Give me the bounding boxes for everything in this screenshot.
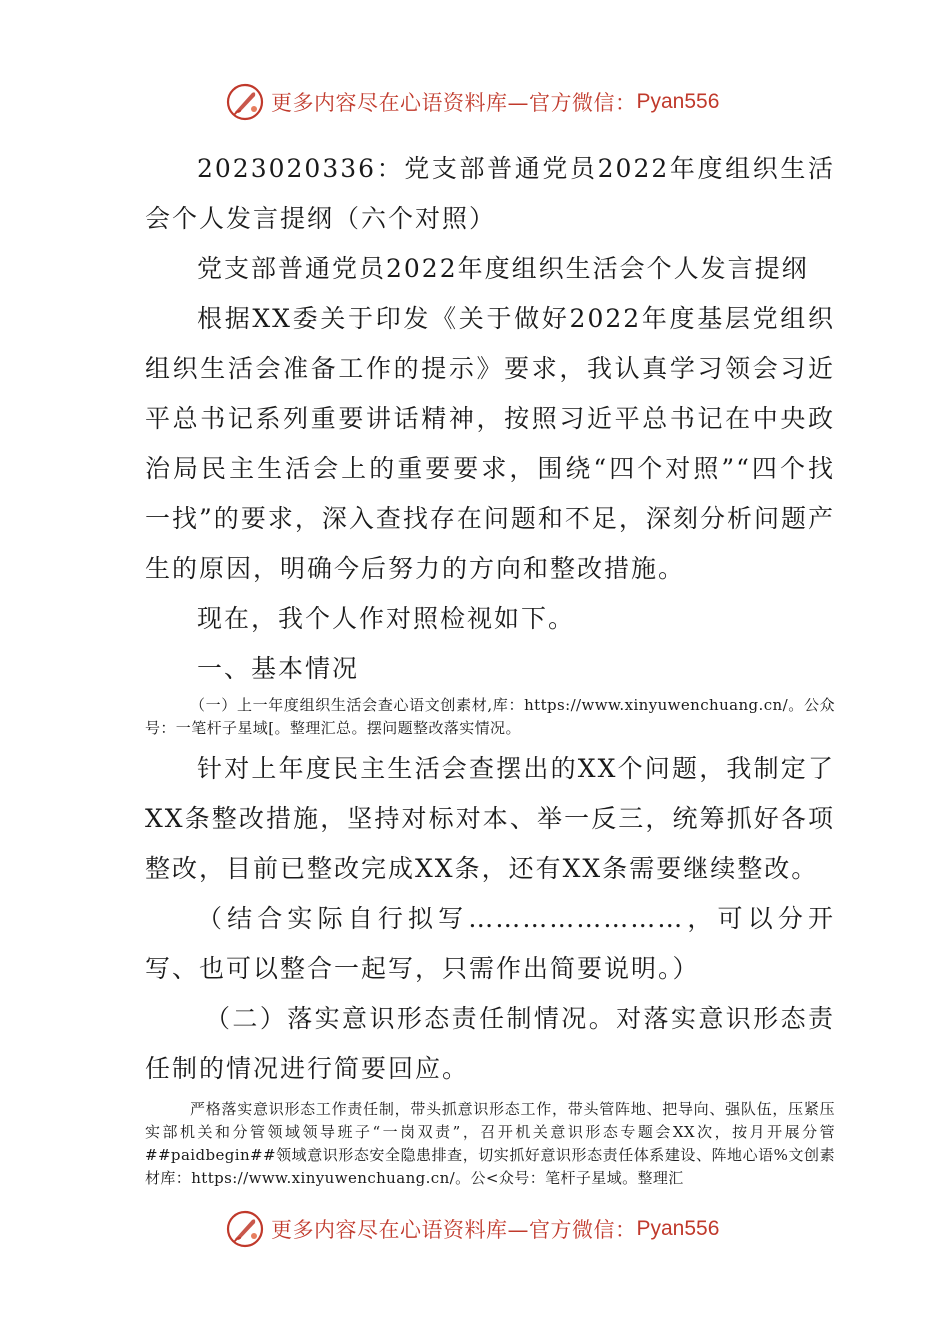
footer-banner: [225, 1207, 719, 1251]
item1-hint: （结合实际自行拟写……………………，可以分开写、也可以整合一起写，只需作出简要说明。）: [145, 904, 835, 983]
intro-paragraph: 根据XX委关于印发《关于做好2022年度基层党组织组织生活会准备工作的提示》要求，我认真学习领会习近平总书记系列重要讲话精神，按照习近平总书记在中央政治局民主生活会上的重要要求，围绕“四个对照”“四个找一找”的要求，深入查找存在问题和不足，深刻分析问题产生的原因，明确今后努力的方向和整改措施。: [145, 304, 835, 583]
header-banner-text: 更多内容尽在心语资料库—官方微信：: [271, 91, 637, 115]
item2-heading: （二）落实意识形态责任制情况。对落实意识形态责任制的情况进行简要回应。: [145, 1004, 835, 1083]
header-banner: [225, 80, 719, 124]
lead-paragraph: 现在，我个人作对照检视如下。: [197, 604, 576, 633]
footer-banner-text: 更多内容尽在心语资料库—官方微信：: [271, 1218, 637, 1242]
document-title: 2023020336：党支部普通党员2022年度组织生活会个人发言提纲（六个对照）: [145, 154, 835, 233]
quill-logo-icon: [225, 1209, 265, 1249]
quill-logo-icon: [225, 82, 265, 122]
item2-body: 严格落实意识形态工作责任制，带头抓意识形态工作，带头管阵地、把导向、强队伍，压紧压实部机关和分管领域领导班子“一岗双责”，召开机关意识形态专题会XX次，按月开展分管##paidbegin##领域意识形态安全隐患排查，切实抓好意识形态责任体系建设、阵地心语%文创素材库：https://www.xinyuwenchuang.cn/。公<众号：笔杆子星域。整理汇: [145, 1100, 835, 1187]
item1-body: 针对上年度民主生活会查摆出的XX个问题，我制定了XX条整改措施，坚持对标对本、举一反三，统筹抓好各项整改，目前已整改完成XX条，还有XX条需要继续整改。: [145, 754, 835, 883]
item1-note: （一）上一年度组织生活会查心语文创素材,库：https://www.xinyuwenchuang.cn/。公众号：一笔杆子星域[。整理汇总。摆问题整改落实情况。: [145, 696, 835, 737]
section1-heading: 一、基本情况: [197, 654, 360, 683]
header-banner-handle: Pyan556: [636, 90, 720, 113]
footer-banner-handle: Pyan556: [636, 1217, 720, 1240]
document-subtitle: 党支部普通党员2022年度组织生活会个人发言提纲: [197, 254, 809, 283]
document-body: [145, 144, 835, 1190]
